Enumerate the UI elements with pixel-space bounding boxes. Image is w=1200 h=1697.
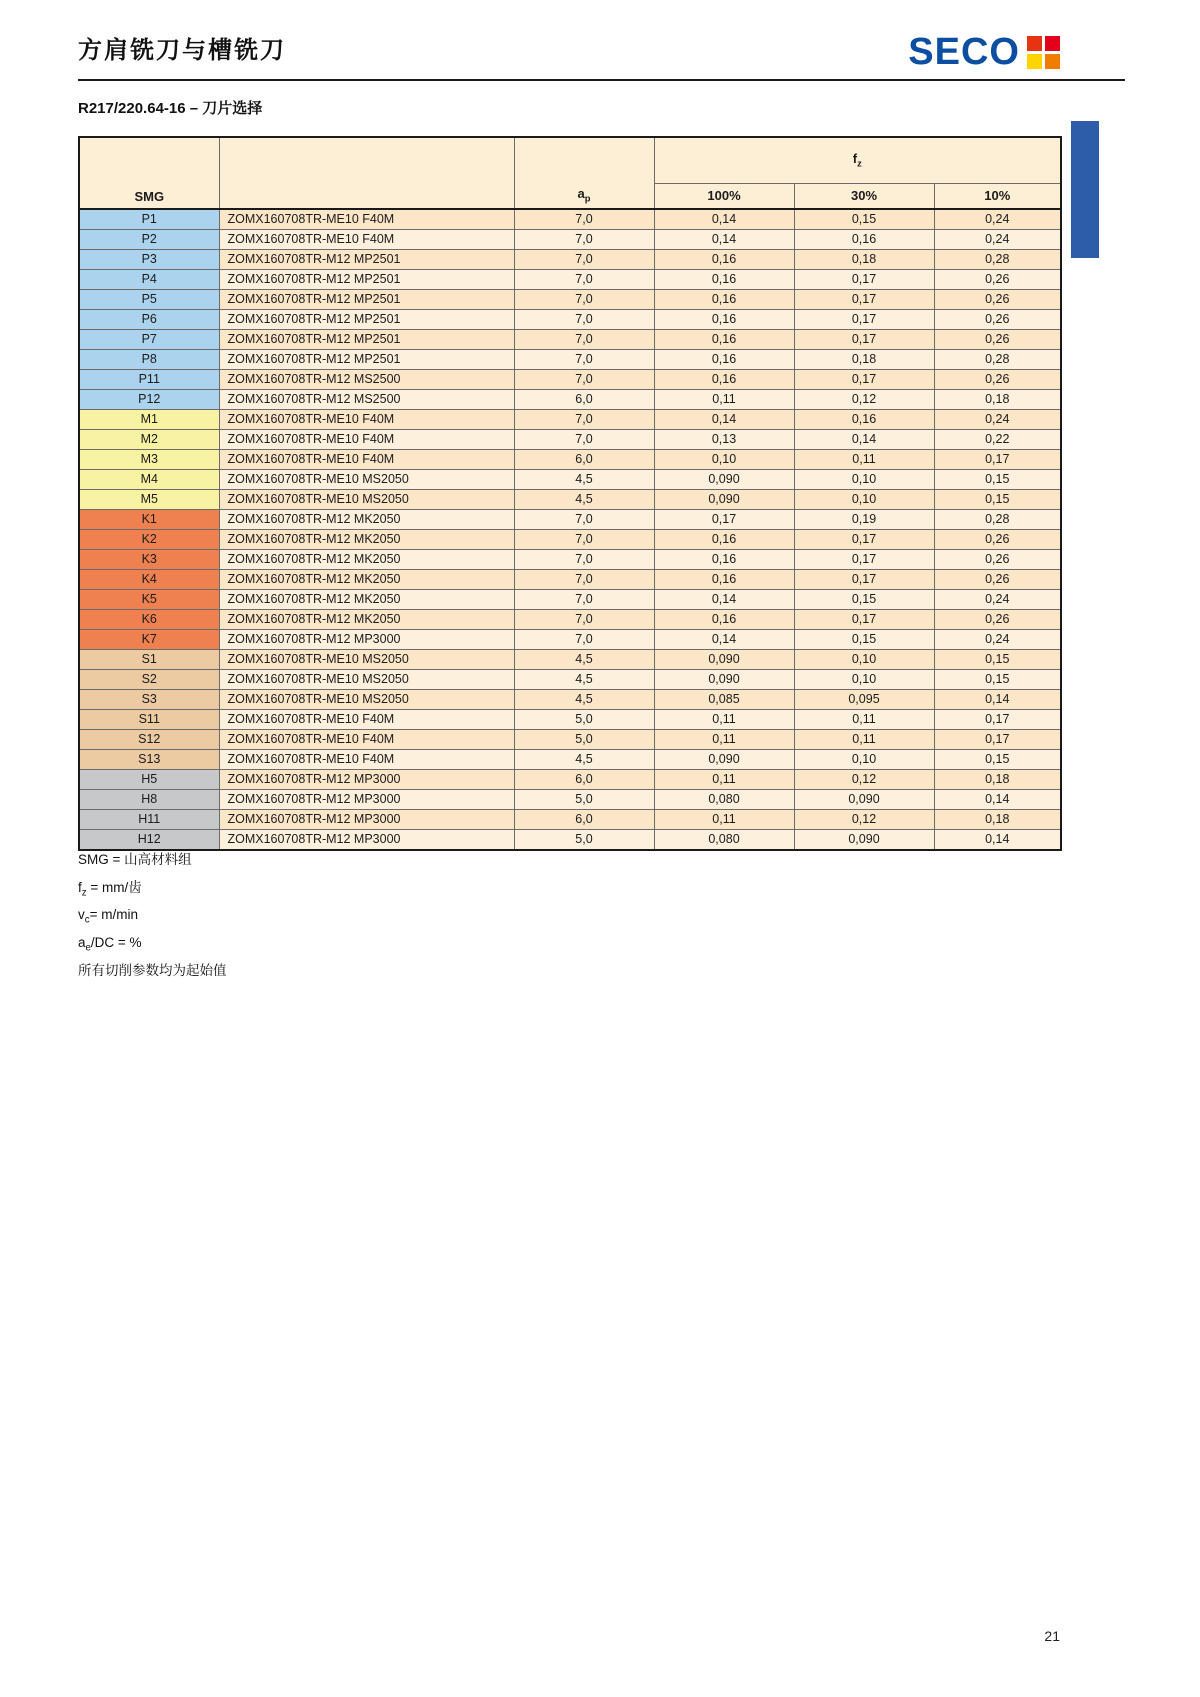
ap-cell: 7,0 [514, 630, 654, 650]
f10-cell: 0,15 [934, 470, 1061, 490]
page-title: 方肩铣刀与槽铣刀 [78, 35, 286, 64]
f10-cell: 0,14 [934, 690, 1061, 710]
f100-cell: 0,080 [654, 830, 794, 851]
section-index-tab [1071, 121, 1099, 258]
f10-cell: 0,26 [934, 290, 1061, 310]
f10-cell: 0,24 [934, 410, 1061, 430]
f30-cell: 0,095 [794, 690, 934, 710]
f100-cell: 0,16 [654, 550, 794, 570]
f30-cell: 0,10 [794, 650, 934, 670]
ap-cell: 7,0 [514, 590, 654, 610]
f100-cell: 0,11 [654, 390, 794, 410]
f10-cell: 0,28 [934, 250, 1061, 270]
smg-cell: P2 [79, 230, 219, 250]
insert-cell: ZOMX160708TR-M12 MK2050 [219, 590, 514, 610]
ap-cell: 4,5 [514, 490, 654, 510]
smg-cell: M5 [79, 490, 219, 510]
ap-cell: 6,0 [514, 770, 654, 790]
f30-cell: 0,17 [794, 610, 934, 630]
f30-cell: 0,16 [794, 410, 934, 430]
f100-cell: 0,16 [654, 250, 794, 270]
table-row [79, 310, 1061, 330]
insert-cell: ZOMX160708TR-M12 MP3000 [219, 790, 514, 810]
insert-cell: ZOMX160708TR-M12 MK2050 [219, 530, 514, 550]
table-row [79, 730, 1061, 750]
ap-cell: 7,0 [514, 209, 654, 230]
section-label: 刀片选择 [202, 99, 263, 117]
smg-cell: M1 [79, 410, 219, 430]
section-heading [78, 97, 262, 118]
f100-cell: 0,11 [654, 710, 794, 730]
smg-cell: K2 [79, 530, 219, 550]
insert-cell: ZOMX160708TR-M12 MK2050 [219, 610, 514, 630]
insert-cell: ZOMX160708TR-M12 MK2050 [219, 510, 514, 530]
ap-cell: 6,0 [514, 810, 654, 830]
f10-cell: 0,17 [934, 710, 1061, 730]
f10-cell: 0,26 [934, 530, 1061, 550]
f100-cell: 0,085 [654, 690, 794, 710]
f10-cell: 0,26 [934, 550, 1061, 570]
f10-cell: 0,22 [934, 430, 1061, 450]
insert-cell: ZOMX160708TR-M12 MP2501 [219, 270, 514, 290]
f30-cell: 0,17 [794, 370, 934, 390]
smg-cell: K5 [79, 590, 219, 610]
ap-cell: 7,0 [514, 370, 654, 390]
ap-cell: 7,0 [514, 270, 654, 290]
table-row [79, 510, 1061, 530]
insert-cell: ZOMX160708TR-ME10 MS2050 [219, 650, 514, 670]
smg-cell: S1 [79, 650, 219, 670]
f10-cell: 0,15 [934, 750, 1061, 770]
f100-cell: 0,16 [654, 330, 794, 350]
f10-cell: 0,18 [934, 770, 1061, 790]
f100-cell: 0,090 [654, 490, 794, 510]
ap-cell: 7,0 [514, 510, 654, 530]
smg-cell: M2 [79, 430, 219, 450]
f100-cell: 0,16 [654, 290, 794, 310]
f100-cell: 0,16 [654, 570, 794, 590]
f10-cell: 0,26 [934, 270, 1061, 290]
f10-cell: 0,26 [934, 370, 1061, 390]
insert-cell: ZOMX160708TR-M12 MP2501 [219, 290, 514, 310]
f10-cell: 0,18 [934, 390, 1061, 410]
f100-cell: 0,090 [654, 670, 794, 690]
insert-cell: ZOMX160708TR-ME10 F40M [219, 209, 514, 230]
table-body [79, 209, 1061, 850]
ap-cell: 7,0 [514, 570, 654, 590]
f100-cell: 0,11 [654, 730, 794, 750]
f30-cell: 0,15 [794, 209, 934, 230]
ap-cell: 5,0 [514, 830, 654, 851]
col-header-100pct: 100% [654, 183, 794, 209]
footnote-start-values: 所有切削参数均为起始值 [78, 962, 227, 978]
f100-cell: 0,10 [654, 450, 794, 470]
f30-cell: 0,12 [794, 810, 934, 830]
f100-cell: 0,16 [654, 270, 794, 290]
smg-cell: S13 [79, 750, 219, 770]
footnote-fz: $f_z = mm/$齿 [78, 879, 142, 899]
f30-cell: 0,17 [794, 270, 934, 290]
table-row [79, 410, 1061, 430]
section-code: R217/220.64-16 – [78, 100, 199, 117]
table-row [79, 330, 1061, 350]
col-header-10pct: 10% [934, 183, 1061, 209]
insert-cell: ZOMX160708TR-M12 MP2501 [219, 330, 514, 350]
insert-cell: ZOMX160708TR-M12 MP3000 [219, 770, 514, 790]
f30-cell: 0,11 [794, 710, 934, 730]
smg-cell: S11 [79, 710, 219, 730]
table-header [79, 137, 1061, 209]
ap-cell: 6,0 [514, 390, 654, 410]
f30-cell: 0,16 [794, 230, 934, 250]
ap-cell: 6,0 [514, 450, 654, 470]
ap-cell: 7,0 [514, 530, 654, 550]
f30-cell: 0,17 [794, 530, 934, 550]
smg-cell: H11 [79, 810, 219, 830]
smg-cell: S12 [79, 730, 219, 750]
smg-cell: P1 [79, 209, 219, 230]
f10-cell: 0,14 [934, 830, 1061, 851]
f100-cell: 0,14 [654, 590, 794, 610]
f10-cell: 0,18 [934, 810, 1061, 830]
logo-square [1027, 36, 1042, 51]
table-row [79, 810, 1061, 830]
smg-cell: S2 [79, 670, 219, 690]
f10-cell: 0,26 [934, 570, 1061, 590]
f30-cell: 0,17 [794, 310, 934, 330]
insert-cell: ZOMX160708TR-ME10 MS2050 [219, 690, 514, 710]
f10-cell: 0,24 [934, 590, 1061, 610]
f30-cell: 0,10 [794, 750, 934, 770]
insert-cell: ZOMX160708TR-M12 MS2500 [219, 370, 514, 390]
f30-cell: 0,15 [794, 630, 934, 650]
table-row [79, 230, 1061, 250]
insert-cell: ZOMX160708TR-M12 MP2501 [219, 250, 514, 270]
col-header-insert [219, 137, 514, 209]
insert-cell: ZOMX160708TR-M12 MP2501 [219, 350, 514, 370]
table-row [79, 270, 1061, 290]
f10-cell: 0,24 [934, 630, 1061, 650]
ap-cell: 4,5 [514, 690, 654, 710]
ap-cell: 7,0 [514, 250, 654, 270]
insert-cell: ZOMX160708TR-ME10 F40M [219, 730, 514, 750]
f30-cell: 0,12 [794, 390, 934, 410]
f30-cell: 0,17 [794, 290, 934, 310]
f10-cell: 0,14 [934, 790, 1061, 810]
footnote-ae: $a_e/DC$ = % [78, 935, 142, 954]
f10-cell: 0,26 [934, 330, 1061, 350]
table-row [79, 670, 1061, 690]
f100-cell: 0,14 [654, 630, 794, 650]
f30-cell: 0,15 [794, 590, 934, 610]
f100-cell: 0,16 [654, 610, 794, 630]
ap-cell: 4,5 [514, 470, 654, 490]
insert-cell: ZOMX160708TR-M12 MP3000 [219, 830, 514, 851]
f30-cell: 0,14 [794, 430, 934, 450]
col-header-fz [654, 137, 1061, 183]
table-row [79, 590, 1061, 610]
f30-cell: 0,10 [794, 470, 934, 490]
ap-cell: 4,5 [514, 750, 654, 770]
f30-cell: 0,18 [794, 250, 934, 270]
ap-cell: 5,0 [514, 710, 654, 730]
table-row [79, 790, 1061, 810]
smg-cell: K6 [79, 610, 219, 630]
footnotes [78, 849, 227, 987]
f100-cell: 0,16 [654, 310, 794, 330]
insert-cell: ZOMX160708TR-M12 MP2501 [219, 310, 514, 330]
f100-cell: 0,14 [654, 230, 794, 250]
ap-cell: 7,0 [514, 330, 654, 350]
smg-cell: P4 [79, 270, 219, 290]
f30-cell: 0,17 [794, 570, 934, 590]
f30-cell: 0,11 [794, 730, 934, 750]
f100-cell: 0,14 [654, 410, 794, 430]
f30-cell: 0,12 [794, 770, 934, 790]
f100-cell: 0,16 [654, 350, 794, 370]
f30-cell: 0,17 [794, 550, 934, 570]
logo-square [1045, 54, 1060, 69]
f30-cell: 0,090 [794, 830, 934, 851]
f30-cell: 0,10 [794, 670, 934, 690]
logo-square [1027, 54, 1042, 69]
ap-cell: 5,0 [514, 790, 654, 810]
table-row [79, 750, 1061, 770]
f100-cell: 0,16 [654, 370, 794, 390]
table-row [79, 570, 1061, 590]
col-header-30pct: 30% [794, 183, 934, 209]
f10-cell: 0,26 [934, 610, 1061, 630]
table-row [79, 690, 1061, 710]
table-row [79, 209, 1061, 230]
f30-cell: 0,18 [794, 350, 934, 370]
smg-cell: H5 [79, 770, 219, 790]
col-header-ap [514, 137, 654, 209]
smg-cell: H12 [79, 830, 219, 851]
f100-cell: 0,11 [654, 770, 794, 790]
f30-cell: 0,19 [794, 510, 934, 530]
f100-cell: 0,11 [654, 810, 794, 830]
table-row [79, 830, 1061, 851]
smg-cell: M3 [79, 450, 219, 470]
fz-subscript: z [857, 159, 862, 170]
col-header-smg: SMG [79, 137, 219, 209]
f10-cell: 0,17 [934, 730, 1061, 750]
seco-logo-text: SECO [908, 31, 1020, 73]
f10-cell: 0,24 [934, 230, 1061, 250]
table-row [79, 470, 1061, 490]
ap-cell: 7,0 [514, 350, 654, 370]
f100-cell: 0,080 [654, 790, 794, 810]
seco-logo [908, 33, 1060, 71]
smg-cell: P12 [79, 390, 219, 410]
f100-cell: 0,17 [654, 510, 794, 530]
ap-cell: 4,5 [514, 670, 654, 690]
insert-cell: ZOMX160708TR-ME10 F40M [219, 410, 514, 430]
smg-cell: P5 [79, 290, 219, 310]
smg-cell: K3 [79, 550, 219, 570]
f100-cell: 0,090 [654, 750, 794, 770]
f100-cell: 0,090 [654, 470, 794, 490]
smg-cell: H8 [79, 790, 219, 810]
f10-cell: 0,17 [934, 450, 1061, 470]
insert-cell: ZOMX160708TR-ME10 F40M [219, 450, 514, 470]
smg-cell: K1 [79, 510, 219, 530]
page-number: 21 [1044, 1628, 1060, 1644]
insert-cell: ZOMX160708TR-M12 MS2500 [219, 390, 514, 410]
insert-cell: ZOMX160708TR-M12 MP3000 [219, 810, 514, 830]
ap-cell: 7,0 [514, 410, 654, 430]
smg-cell: P6 [79, 310, 219, 330]
table-row [79, 390, 1061, 410]
f30-cell: 0,17 [794, 330, 934, 350]
table-row [79, 610, 1061, 630]
ap-cell: 7,0 [514, 290, 654, 310]
table-row [79, 710, 1061, 730]
seco-logo-mark-icon [1027, 36, 1060, 69]
ap-cell: 5,0 [514, 730, 654, 750]
fz-symbol: f [852, 151, 858, 167]
f10-cell: 0,28 [934, 350, 1061, 370]
insert-cell: ZOMX160708TR-ME10 MS2050 [219, 470, 514, 490]
table-row [79, 650, 1061, 670]
insert-cell: ZOMX160708TR-M12 MK2050 [219, 550, 514, 570]
footnote-vc: $v_c= m/\min$ [78, 907, 138, 927]
ap-cell: 7,0 [514, 230, 654, 250]
f30-cell: 0,11 [794, 450, 934, 470]
smg-cell: P7 [79, 330, 219, 350]
ap-cell: 4,5 [514, 650, 654, 670]
ap-cell: 7,0 [514, 430, 654, 450]
insert-cell: ZOMX160708TR-ME10 MS2050 [219, 490, 514, 510]
f10-cell: 0,15 [934, 650, 1061, 670]
smg-cell: K7 [79, 630, 219, 650]
ap-subscript: p [584, 194, 591, 204]
header-divider [78, 79, 1125, 81]
insert-cell: ZOMX160708TR-ME10 F40M [219, 430, 514, 450]
f10-cell: 0,26 [934, 310, 1061, 330]
f10-cell: 0,15 [934, 490, 1061, 510]
table-row [79, 350, 1061, 370]
f100-cell: 0,14 [654, 209, 794, 230]
smg-cell: P3 [79, 250, 219, 270]
ap-symbol: a [577, 186, 585, 202]
table-row [79, 770, 1061, 790]
f10-cell: 0,24 [934, 209, 1061, 230]
table-row [79, 530, 1061, 550]
f30-cell: 0,090 [794, 790, 934, 810]
insert-cell: ZOMX160708TR-ME10 F40M [219, 230, 514, 250]
table-row [79, 490, 1061, 510]
insert-cell: ZOMX160708TR-M12 MK2050 [219, 570, 514, 590]
ap-cell: 7,0 [514, 310, 654, 330]
smg-cell: K4 [79, 570, 219, 590]
table-row [79, 370, 1061, 390]
insert-cell: ZOMX160708TR-M12 MP3000 [219, 630, 514, 650]
insert-cell: ZOMX160708TR-ME10 MS2050 [219, 670, 514, 690]
f10-cell: 0,15 [934, 670, 1061, 690]
logo-square [1045, 36, 1060, 51]
table-row [79, 250, 1061, 270]
table-row [79, 630, 1061, 650]
table-row [79, 450, 1061, 470]
smg-cell: M4 [79, 470, 219, 490]
f100-cell: 0,13 [654, 430, 794, 450]
insert-cell: ZOMX160708TR-ME10 F40M [219, 710, 514, 730]
smg-cell: S3 [79, 690, 219, 710]
ap-cell: 7,0 [514, 550, 654, 570]
footnote-smg: SMG = 山高材料组 [78, 852, 192, 867]
f100-cell: 0,16 [654, 530, 794, 550]
f100-cell: 0,090 [654, 650, 794, 670]
ap-cell: 7,0 [514, 610, 654, 630]
f10-cell: 0,28 [934, 510, 1061, 530]
f30-cell: 0,10 [794, 490, 934, 510]
table-row [79, 290, 1061, 310]
smg-cell: P11 [79, 370, 219, 390]
table-row [79, 550, 1061, 570]
table-row [79, 430, 1061, 450]
insert-cell: ZOMX160708TR-ME10 F40M [219, 750, 514, 770]
smg-cell: P8 [79, 350, 219, 370]
insert-selection-table [78, 136, 1062, 851]
